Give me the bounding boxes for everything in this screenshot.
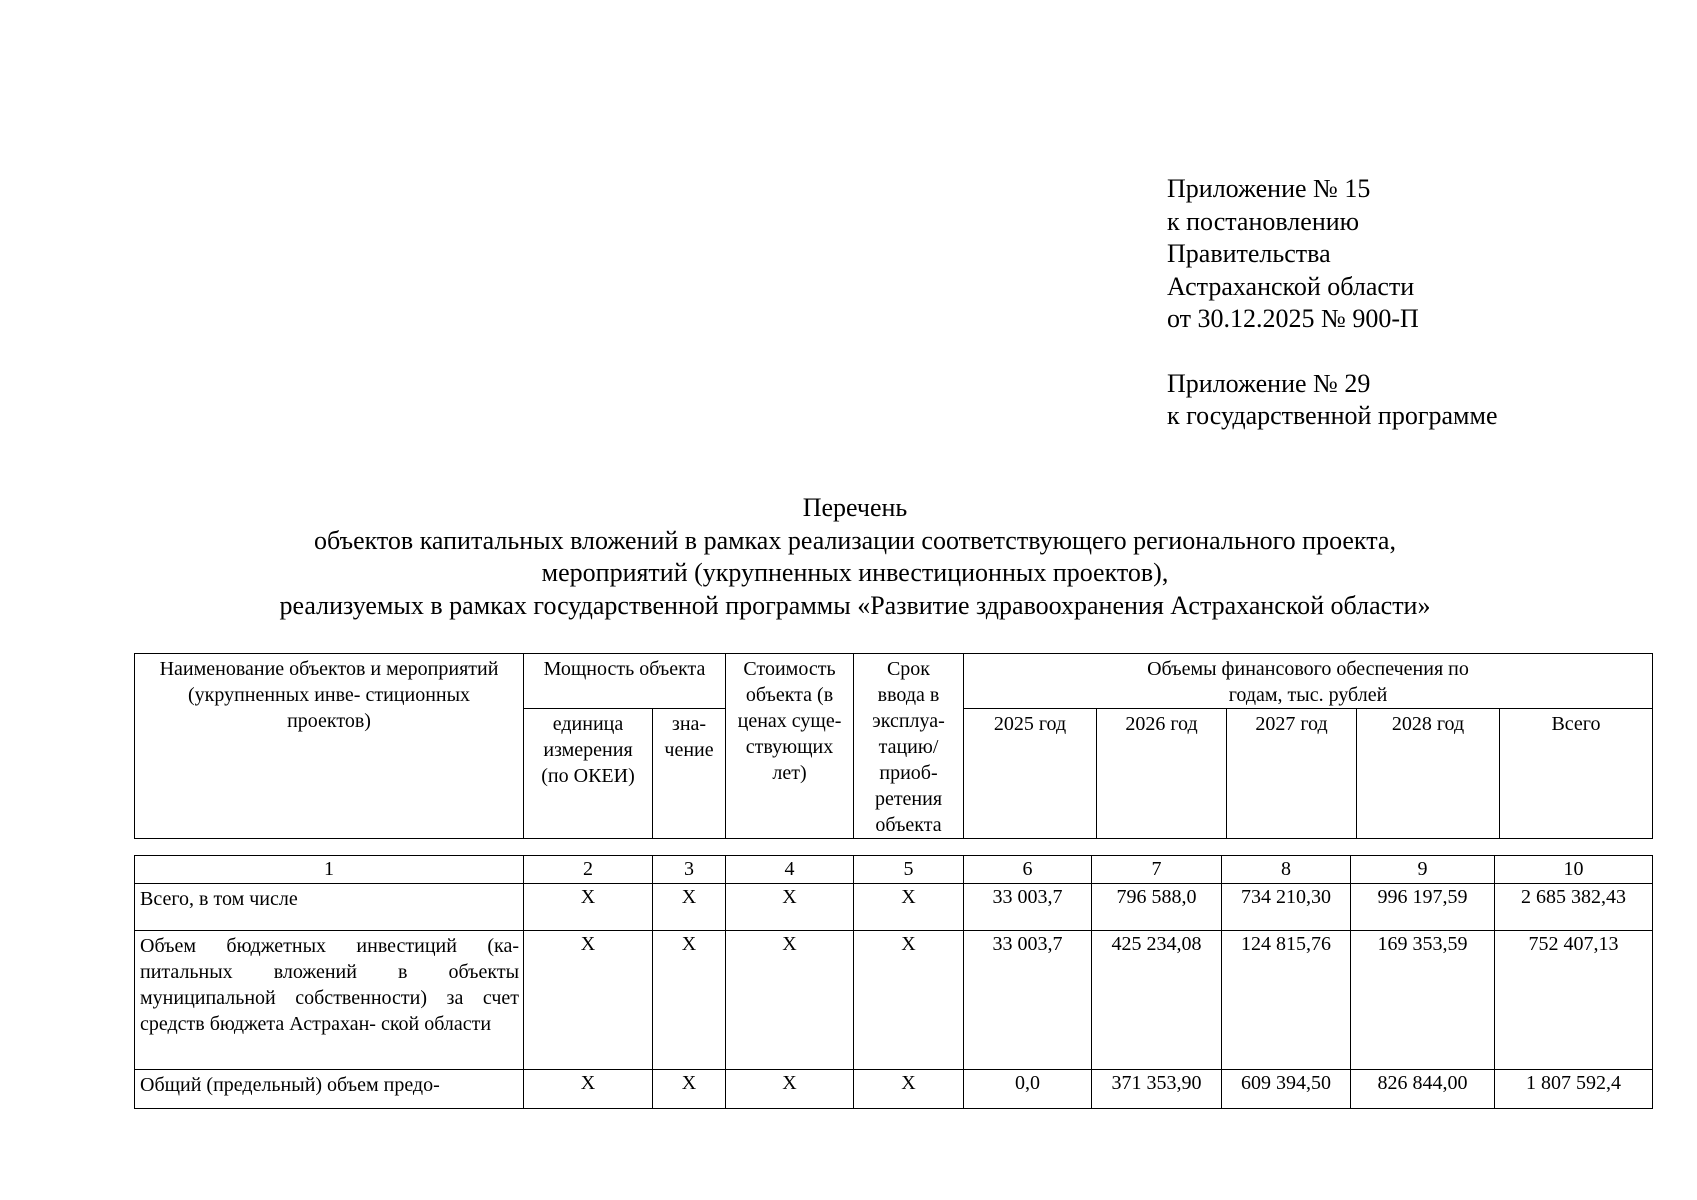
column-number: 4 bbox=[726, 856, 854, 884]
row-name: Всего, в том числе bbox=[135, 884, 524, 931]
table-row bbox=[135, 884, 1653, 931]
appendix-line: Правительства bbox=[1167, 239, 1331, 268]
cell-2027: 609 394,50 bbox=[1222, 1070, 1351, 1109]
cell-value: Х bbox=[653, 931, 726, 1070]
cell-2026: 796 588,0 bbox=[1092, 884, 1222, 931]
cell-term: Х bbox=[854, 884, 964, 931]
appendix-line: от 30.12.2025 № 900-П bbox=[1167, 304, 1419, 333]
header-capacity: Мощность объекта bbox=[524, 654, 726, 709]
cell-unit: Х bbox=[524, 1070, 653, 1109]
column-number: 2 bbox=[524, 856, 653, 884]
title-line: Перечень bbox=[802, 493, 908, 522]
column-number: 8 bbox=[1222, 856, 1351, 884]
row-name: Общий (предельный) объем предо- bbox=[135, 1070, 524, 1109]
title-line: реализуемых в рамках государственной программы «Развитие здравоохранения Астраханской области» bbox=[279, 590, 1431, 620]
cell-total: 2 685 382,43 bbox=[1495, 884, 1653, 931]
column-number: 10 bbox=[1495, 856, 1653, 884]
cell-2026: 425 234,08 bbox=[1092, 931, 1222, 1070]
header-2027: 2027 год bbox=[1227, 709, 1357, 839]
header-name: Наименование объектов и мероприятий (укрупненных инве- стиционных проектов) bbox=[135, 654, 524, 839]
table-row bbox=[135, 1070, 1653, 1109]
column-number: 7 bbox=[1092, 856, 1222, 884]
appendix-line: Приложение № 15 bbox=[1167, 174, 1371, 203]
column-number-row bbox=[135, 856, 1653, 884]
column-number: 6 bbox=[964, 856, 1092, 884]
cell-2026: 371 353,90 bbox=[1092, 1070, 1222, 1109]
column-number: 9 bbox=[1351, 856, 1495, 884]
cell-total: 1 807 592,4 bbox=[1495, 1070, 1653, 1109]
cell-2027: 124 815,76 bbox=[1222, 931, 1351, 1070]
cell-cost: Х bbox=[726, 1070, 854, 1109]
table-row bbox=[135, 931, 1653, 1070]
cell-value: Х bbox=[653, 1070, 726, 1109]
cell-2025: 33 003,7 bbox=[964, 931, 1092, 1070]
header-2025: 2025 год bbox=[964, 709, 1097, 839]
title-line: объектов капитальных вложений в рамках реализации соответствующего регионального проекта, bbox=[314, 525, 1396, 555]
header-financing: Объемы финансового обеспечения по годам, тыс. рублей bbox=[964, 654, 1653, 709]
appendix-line: к постановлению bbox=[1167, 206, 1360, 236]
cell-term: Х bbox=[854, 931, 964, 1070]
cell-value: Х bbox=[653, 884, 726, 931]
cell-cost: Х bbox=[726, 931, 854, 1070]
cell-2025: 33 003,7 bbox=[964, 884, 1092, 931]
header-cost: Стоимость объекта (в ценах суще- ствующих лет) bbox=[726, 654, 854, 839]
appendix-block bbox=[1167, 173, 1498, 433]
header-2026: 2026 год bbox=[1097, 709, 1227, 839]
appendix-line: к государственной программе bbox=[1167, 401, 1498, 430]
column-number: 5 bbox=[854, 856, 964, 884]
header-unit: единица измерения (по ОКЕИ) bbox=[524, 709, 653, 839]
title-line: мероприятий (укрупненных инвестиционных проектов), bbox=[541, 558, 1169, 587]
cell-term: Х bbox=[854, 1070, 964, 1109]
cell-total: 752 407,13 bbox=[1495, 931, 1653, 1070]
column-number: 3 bbox=[653, 856, 726, 884]
cell-2028: 996 197,59 bbox=[1351, 884, 1495, 931]
document-title bbox=[0, 492, 1697, 622]
column-number: 1 bbox=[135, 856, 524, 884]
appendix-line: Астраханской области bbox=[1167, 271, 1415, 301]
cell-cost: Х bbox=[726, 884, 854, 931]
cell-unit: Х bbox=[524, 884, 653, 931]
row-name: Объем бюджетных инвестиций (ка- питальных вложений в объекты муниципальной собственности) за счет средств бюджета Астрахан- ской области bbox=[135, 931, 524, 1070]
cell-2028: 826 844,00 bbox=[1351, 1070, 1495, 1109]
cell-2027: 734 210,30 bbox=[1222, 884, 1351, 931]
cell-2025: 0,0 bbox=[964, 1070, 1092, 1109]
header-total: Всего bbox=[1500, 709, 1653, 839]
table-header bbox=[134, 653, 1653, 839]
header-value: зна- чение bbox=[653, 709, 726, 839]
appendix-line: Приложение № 29 bbox=[1167, 368, 1371, 398]
cell-unit: Х bbox=[524, 931, 653, 1070]
data-table bbox=[134, 855, 1653, 1109]
header-term: Срок ввода в эксплуа- тацию/ приоб- ретения объекта bbox=[854, 654, 964, 839]
header-2028: 2028 год bbox=[1357, 709, 1500, 839]
cell-2028: 169 353,59 bbox=[1351, 931, 1495, 1070]
